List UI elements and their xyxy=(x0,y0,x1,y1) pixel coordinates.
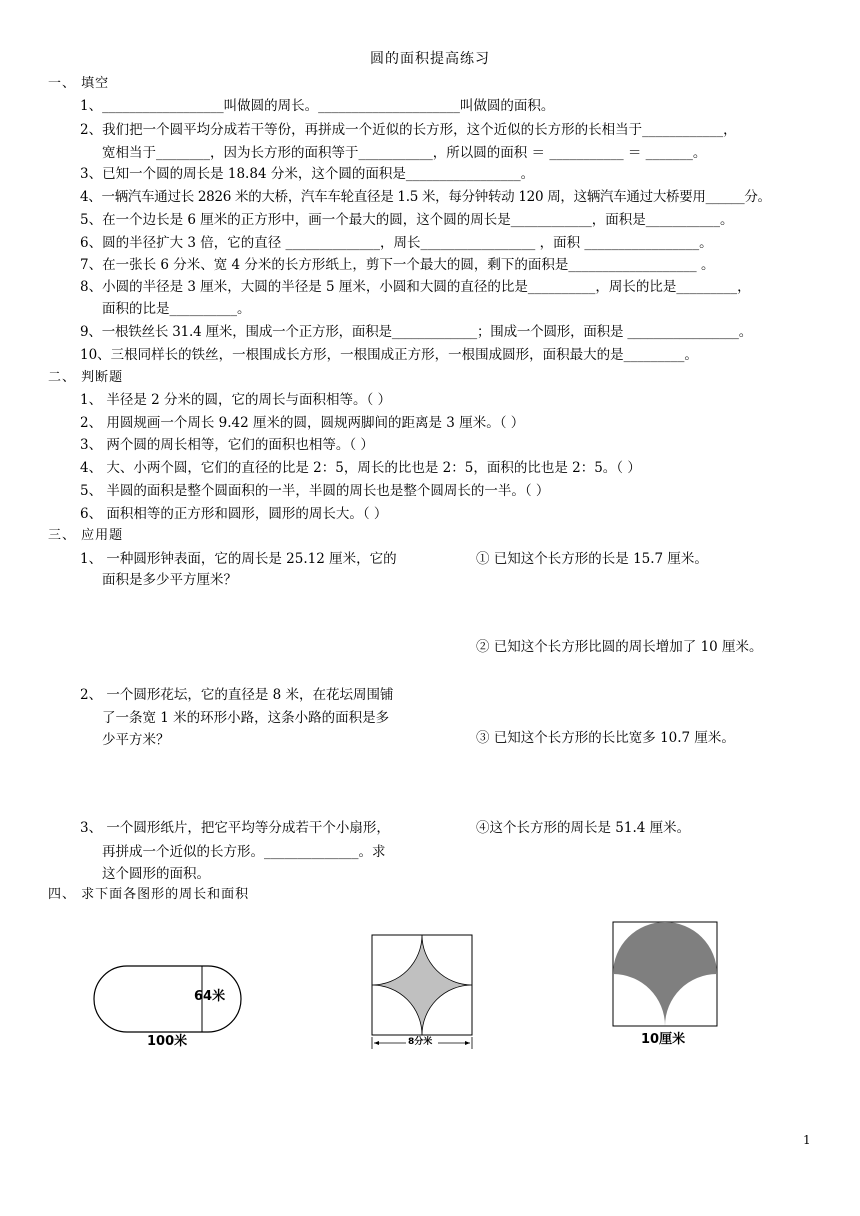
fill-question-8-cont: 面积的比是__________。 xyxy=(102,301,251,317)
page-title: 圆的面积提高练习 xyxy=(370,51,490,67)
judge-question-6: 6、 面积相等的正方形和圆形，圆形的周长大。（ ） xyxy=(80,506,388,522)
apply-option-2: ② 已知这个长方形比圆的周长增加了 10 厘米。 xyxy=(476,639,763,655)
apply-question-1-cont: 面积是多少平方厘米？ xyxy=(102,572,237,588)
fill-question-8: 8、小圆的半径是 3 厘米，大圆的半径是 5 厘米，小圆和大圆的直径的比是__________，周长的比是_________， xyxy=(80,279,751,295)
figure-square-cap xyxy=(612,921,718,1027)
section-heading-fill: 一、 填空 xyxy=(48,76,110,91)
fill-question-3: 3、已知一个圆的周长是 18.84 分米，这个圆的面积是_________________。 xyxy=(80,166,535,182)
judge-question-3: 3、 两个圆的周长相等，它们的面积也相等。（ ） xyxy=(80,437,374,453)
judge-question-1: 1、 半径是 2 分米的圆，它的周长与面积相等。（ ） xyxy=(80,392,392,408)
judge-question-2: 2、 用圆规画一个周长 9.42 厘米的圆，圆规两脚间的距离是 3 厘米。（ ） xyxy=(80,415,525,431)
fill-question-1: 1、__________________叫做圆的周长。_____________________叫做圆的面积。 xyxy=(80,98,555,114)
apply-option-3: ③ 已知这个长方形的长比宽多 10.7 厘米。 xyxy=(476,730,735,746)
section-heading-apply: 三、 应用题 xyxy=(48,528,124,543)
fill-question-6: 6、圆的半径扩大 3 倍，它的直径 ______________，周长_________________ ，面积 _________________。 xyxy=(80,235,713,251)
apply-question-1: 1、 一种圆形钟表面，它的周长是 25.12 厘米，它的 xyxy=(80,551,397,567)
judge-question-5: 5、 半圆的面积是整个圆面积的一半，半圆的周长也是整个圆周长的一半。（ ） xyxy=(80,483,550,499)
section-heading-judge: 二、 判断题 xyxy=(48,370,124,385)
fill-question-5: 5、在一个边长是 6 厘米的正方形中，画一个最大的圆，这个圆的周长是____________，面积是___________。 xyxy=(80,212,734,228)
judge-question-4: 4、 大、小两个圆，它们的直径的比是 2：5，周长的比也是 2：5，面积的比也是 2：5。（ ） xyxy=(80,460,641,476)
apply-question-3-cont2: 这个圆形的面积。 xyxy=(102,866,210,882)
fill-question-7: 7、在一张长 6 分米、宽 4 分米的长方形纸上，剪下一个最大的圆，剩下的面积是___________________ 。 xyxy=(80,257,715,273)
fill-question-4: 4、一辆汽车通过长 2826 米的大桥，汽车车轮直径是 1.5 米，每分钟转动 120 周，这辆汽车通过大桥要用______分。 xyxy=(80,189,771,205)
figure-square-astroid xyxy=(370,935,474,1050)
astroid-shaded-region xyxy=(372,935,472,1035)
figure-2-width-label: 8分米 xyxy=(408,1037,433,1047)
figure-1-width-label: 100米 xyxy=(147,1034,188,1049)
apply-question-3-cont: 再拼成一个近似的长方形。______________。求 xyxy=(102,844,386,860)
fill-question-10: 10、三根同样长的铁丝，一根围成长方形，一根围成正方形，一根围成圆形，面积最大的是_________。 xyxy=(80,347,698,363)
apply-option-1: ① 已知这个长方形的长是 15.7 厘米。 xyxy=(476,551,708,567)
apply-question-2-cont: 了一条宽 1 米的环形小路，这条小路的面积是多 xyxy=(102,710,390,726)
apply-option-4: ④这个长方形的周长是 51.4 厘米。 xyxy=(476,820,691,836)
figure-3-width-label: 10厘米 xyxy=(641,1032,686,1047)
figure-1-height-label: 64米 xyxy=(194,989,226,1004)
apply-question-3: 3、 一个圆形纸片，把它平均等分成若干个小扇形， xyxy=(80,820,390,836)
section-heading-figures: 四、 求下面各图形的周长和面积 xyxy=(48,887,250,902)
fill-question-9: 9、一根铁丝长 31.4 厘米，围成一个正方形，面积是_____________；围成一个圆形，面积是 _________________。 xyxy=(80,324,753,340)
cap-shaded-region xyxy=(613,922,717,1026)
fill-question-2: 2、我们把一个圆平均分成若干等份，再拼成一个近似的长方形，这个近似的长方形的长相当于____________， xyxy=(80,122,737,138)
fill-question-2-cont: 宽相当于________，因为长方形的面积等于___________，所以圆的面积 ＝ ___________ ＝ _______。 xyxy=(102,145,707,161)
page-number: 1 xyxy=(803,1133,811,1147)
apply-question-2: 2、 一个圆形花坛，它的直径是 8 米，在花坛周围铺 xyxy=(80,687,394,703)
apply-question-2-cont2: 少平方米？ xyxy=(102,732,170,748)
